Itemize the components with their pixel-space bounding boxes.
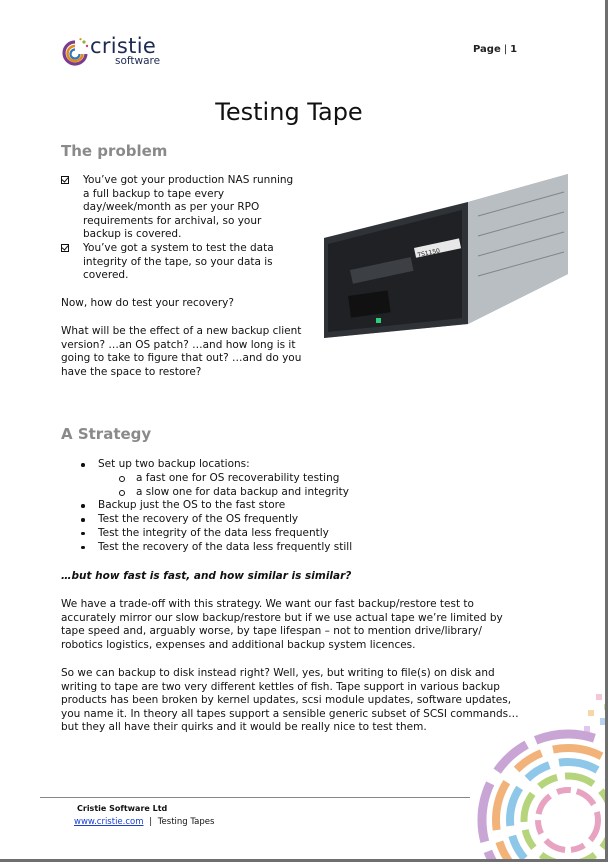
page-number [473,44,517,55]
strategy-list [80,458,352,555]
strategy-subitem-text: a slow one for data backup and integrity [136,485,349,498]
strategy-subitem-text: a fast one for OS recoverability testing [136,471,340,484]
strategy-question: …but how fast is fast, and how similar is similar? [61,570,352,582]
page-separator: | [503,44,508,55]
strategy-paragraph-2: So we can backup to disk instead right? Well, yes, but writing to file(s) on disk and writing to tape are two very different kettles of fish. Tape support in various backup products has been broken by kernel updates, scsi module updates, software updates, you name it. In theory all tapes support a sensible generic subset of SCSI commands… but they all have their quirks and it would be really nice to test them. [61,667,519,734]
strategy-item-text: Test the recovery of the data less frequently still [98,540,353,553]
check-item-text: You’ve got a system to test the data integrity of the tape, so your data is covered. [83,241,274,282]
page-number-value: 1 [510,44,518,55]
bullet-icon [81,463,85,467]
logo-subword: software [115,55,161,67]
strategy-item [80,458,352,472]
decorative-rings-graphic [468,690,608,862]
bullet-icon [81,518,85,522]
cristie-logo [60,36,180,72]
document-title: Testing Tape [215,98,363,126]
bullet-icon [81,504,85,508]
check-item [61,174,301,242]
strategy-subitem [80,472,352,486]
strategy-item [80,513,352,527]
check-item [61,242,301,283]
page-label: Page [473,44,501,55]
strategy-item-text: Backup just the OS to the fast store [98,499,286,512]
logo-swirl-icon [60,36,90,72]
tape-drive-image [318,166,570,342]
problem-question-2: What will be the effect of a new backup client version? …an OS patch? …and how long is it going to take to figure that out? …and do you have the space to restore? [61,325,302,378]
bullet-icon [81,532,85,536]
check-item-text: You’ve got your production NAS running a full backup to tape every day/week/month as per your RPO requirements for archival, so your backup is covered. [83,174,294,241]
sub-bullet-icon [119,490,125,496]
logo-wordmark: cristie [90,34,157,58]
tape-drive-label: TS1150 [416,247,441,259]
strategy-item-text: Test the recovery of the OS frequently [98,513,299,526]
footer-website-link[interactable]: www.cristie.com [74,817,144,827]
footer-company: Cristie Software Ltd [77,804,168,813]
problem-heading: The problem [61,142,168,160]
strategy-paragraph-1: We have a trade-off with this strategy. We want our fast backup/restore test to accurately mirror our slow backup/restore but if we use actual tape we’re limited by tape speed and, arguably worse, by tape lifespan – not to mention drive/library/ robotics logistics, expenses and additional backup system licences. [61,598,503,651]
footer-line [74,817,214,827]
strategy-item [80,541,352,555]
strategy-subitem [80,486,352,500]
strategy-item [80,499,352,513]
strategy-item [80,527,352,541]
footer-separator: | [149,817,153,827]
strategy-heading: A Strategy [61,425,152,443]
sub-bullet-icon [119,476,125,482]
strategy-item-text: Test the integrity of the data less frequently [98,526,329,539]
bullet-icon [81,546,85,550]
footer-divider [40,797,470,798]
problem-checklist [61,174,301,283]
strategy-item-text: Set up two backup locations: [98,458,250,470]
problem-question-1: Now, how do test your recovery? [61,297,234,309]
footer-doc-name: Testing Tapes [157,817,215,827]
checkbox-checked-icon [61,176,69,184]
checkbox-checked-icon [61,244,69,252]
